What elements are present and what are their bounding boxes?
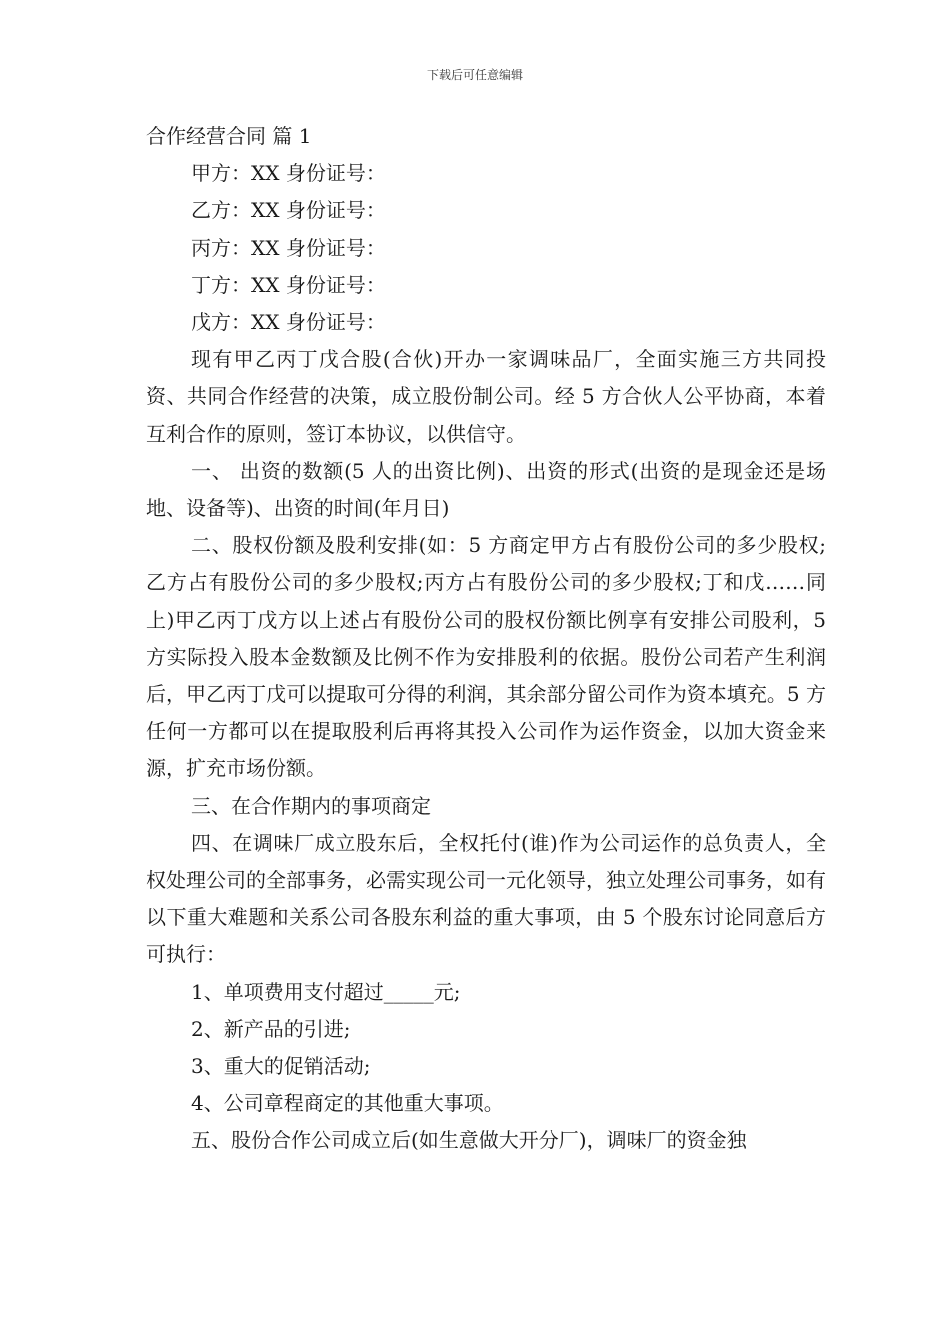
party-line-bing: 丙方：XX 身份证号： <box>191 235 386 260</box>
paragraph-clause-1: 一、 出资的数额(5 人的出资比例)、出资的形式(出资的是现金还是场地、设备等)、出资的时间(年月日) <box>146 458 826 521</box>
party-line-yi: 乙方：XX 身份证号： <box>191 198 386 223</box>
document-body <box>146 118 826 1160</box>
list-item: 3、重大的促销活动; <box>191 1054 371 1079</box>
party-line-jia: 甲方：XX 身份证号： <box>191 161 386 186</box>
paragraph-clause-5: 五、股份合作公司成立后(如生意做大开分厂)，调味厂的资金独 <box>191 1128 747 1153</box>
document-title: 合作经营合同 篇 1 <box>146 124 312 148</box>
page-header-note: 下载后可任意编辑 <box>426 68 523 82</box>
party-line-wu: 戊方：XX 身份证号： <box>191 310 386 335</box>
list-item: 4、公司章程商定的其他重大事项。 <box>191 1091 504 1116</box>
paragraph-intro: 现有甲乙丙丁戊合股(合伙)开办一家调味品厂，全面实施三方共同投资、共同合作经营的决策，成立股份制公司。经 5 方合伙人公平协商，本着互利合作的原则，签订本协议，以供信守。 <box>146 347 826 446</box>
paragraph-clause-4: 四、在调味厂成立股东后，全权托付(谁)作为公司运作的总负责人，全权处理公司的全部事务，必需实现公司一元化领导，独立处理公司事务，如有以下重大难题和关系公司各股东利益的重大事项，由 5 个股东讨论同意后方可执行： <box>146 830 826 967</box>
paragraph-clause-2: 二、股权份额及股利安排(如：5 方商定甲方占有股份公司的多少股权; 乙方占有股份公司的多少股权;丙方占有股份公司的多少股权;丁和戊……同上)甲乙丙丁戊方以上述占有股份公司的股权份额比例享有安排公司股利，5 方实际投入股本金数额及比例不作为安排股利的依据。股份公司若产生利润后，甲乙丙丁戊可以提取可分得的利润，其余部分留公司作为资本填充。5 方任何一方都可以在提取股利后再将其投入公司作为运作资金，以加大资金来源，扩充市场份额。 <box>146 533 826 781</box>
list-item: 2、新产品的引进; <box>191 1016 351 1041</box>
list-item: 1、单项费用支付超过_____元; <box>191 979 461 1004</box>
party-line-ding: 丁方：XX 身份证号： <box>191 272 386 297</box>
paragraph-clause-3: 三、在合作期内的事项商定 <box>191 793 431 818</box>
